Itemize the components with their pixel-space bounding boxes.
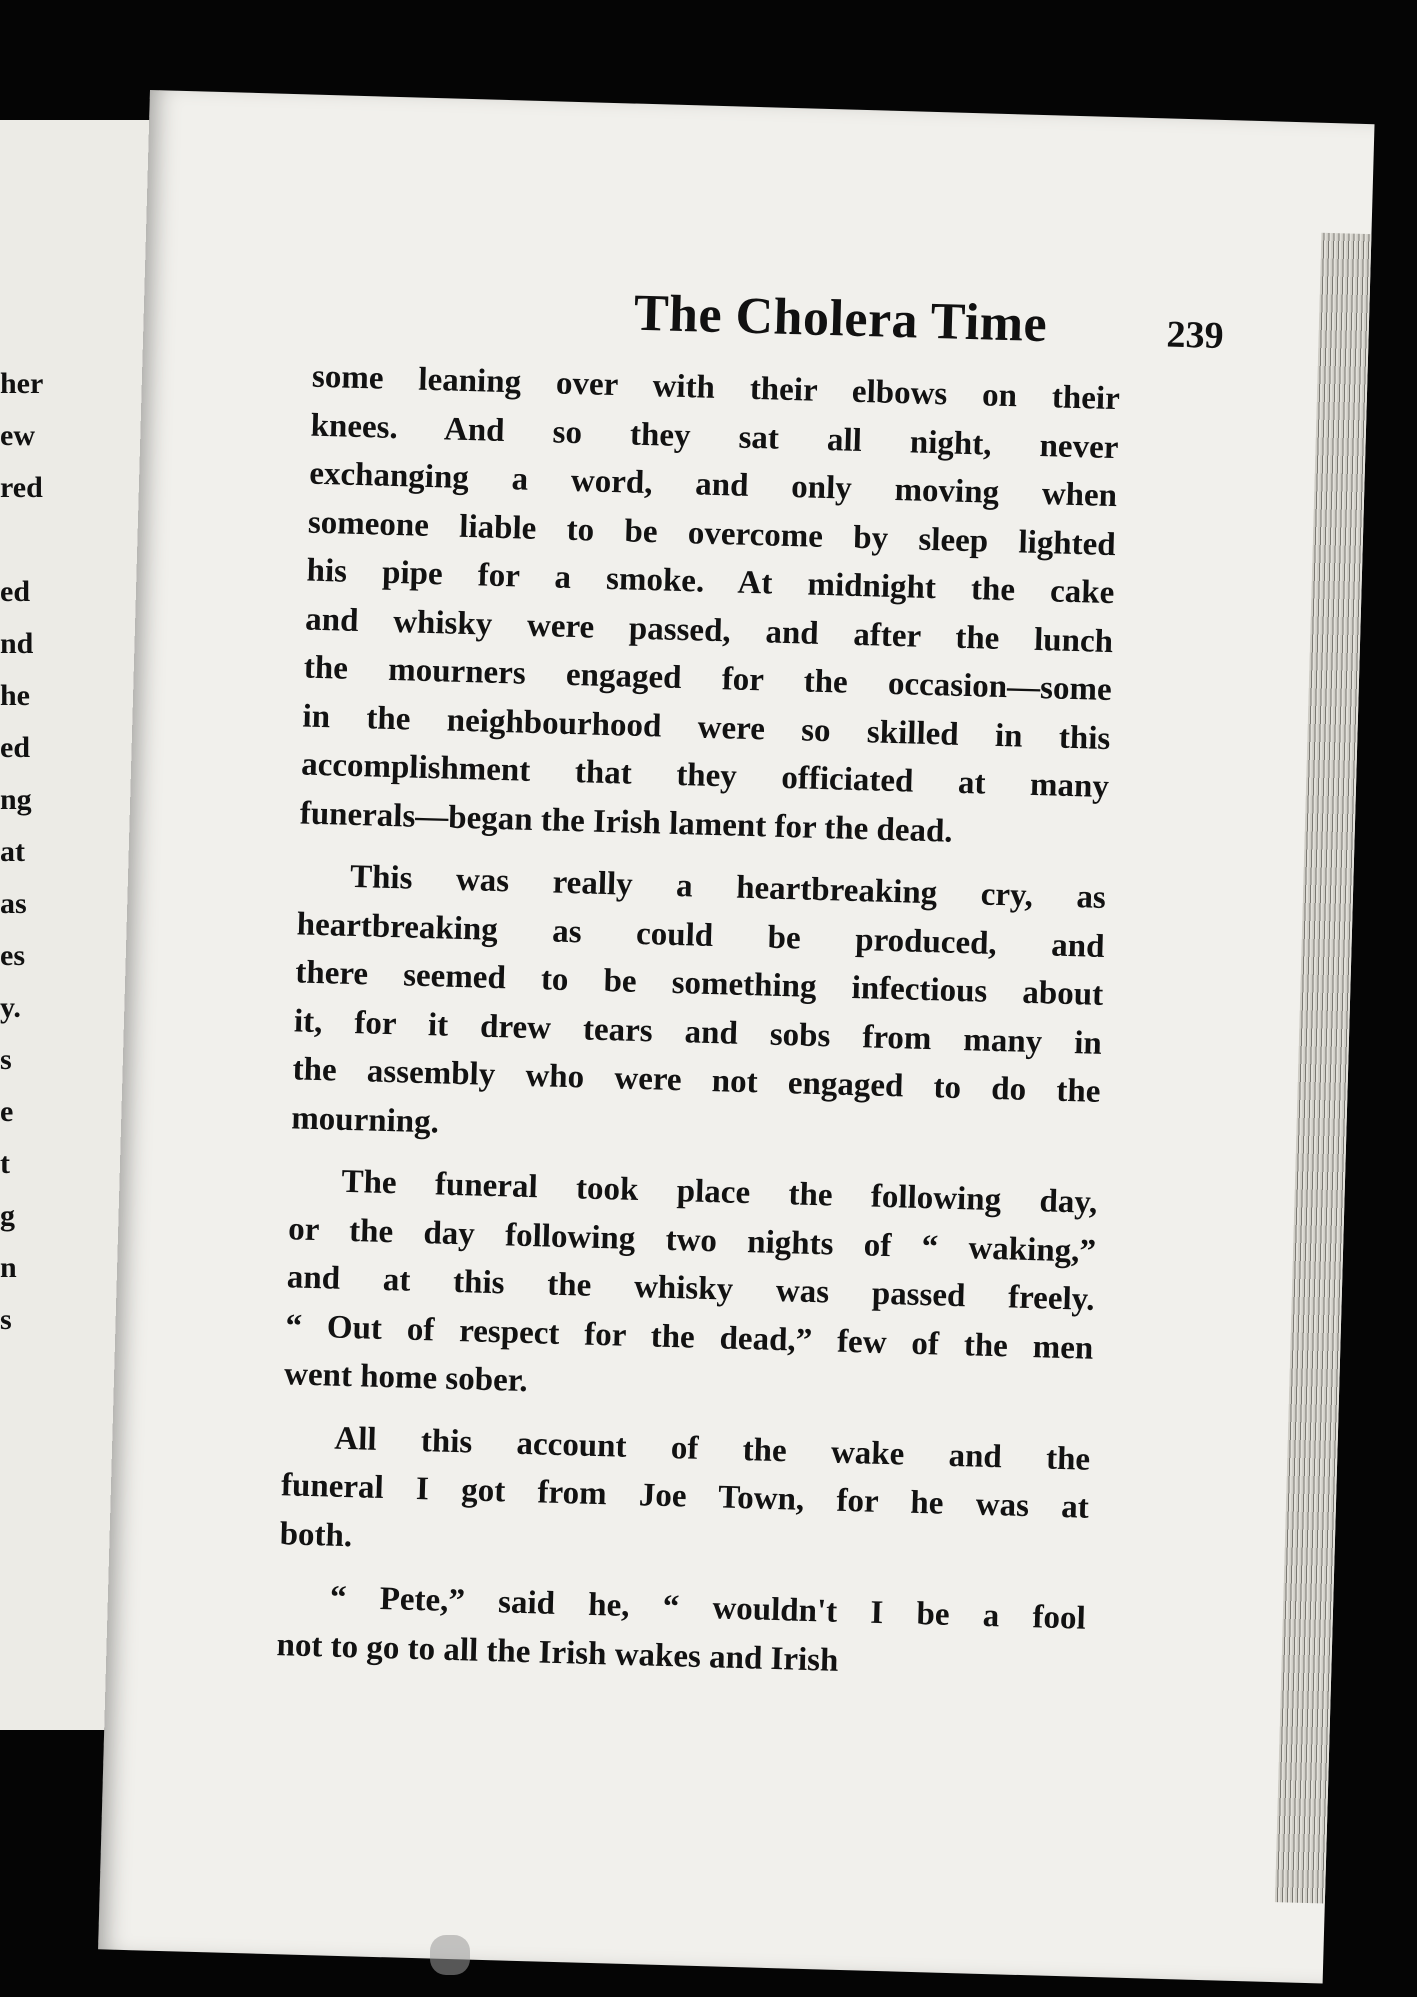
text-line: funeral I got from Joe Town, for he was at xyxy=(280,1467,1090,1526)
thumb-smudge xyxy=(430,1935,470,1975)
text-line: both. xyxy=(279,1515,353,1554)
left-fragment: red xyxy=(0,471,43,504)
left-fragment: he xyxy=(0,679,30,712)
left-fragment: y. xyxy=(0,991,21,1024)
left-fragment: her xyxy=(0,367,44,400)
running-header xyxy=(473,279,1235,370)
text-line: “ Pete,” said he, “ wouldn't I be a fool xyxy=(329,1579,1087,1637)
text-line: knees. And so they sat all night, never xyxy=(310,407,1119,466)
text-line: The funeral took place the following day, xyxy=(341,1163,1098,1221)
text-line: All this account of the wake and the xyxy=(333,1420,1091,1478)
text-line: there seemed to be something infectious about xyxy=(294,954,1104,1013)
text-line: someone liable to be overcome by sleep lighted xyxy=(307,504,1117,563)
paragraph xyxy=(284,1156,1098,1421)
text-line: exchanging a word, and only moving when xyxy=(308,455,1118,515)
right-page xyxy=(98,90,1374,1983)
paragraph xyxy=(299,353,1120,860)
paragraph xyxy=(291,851,1107,1164)
text-line: the assembly who were not engaged to do the xyxy=(292,1051,1101,1110)
text-line: the mourners engaged for the occasion—some xyxy=(303,649,1113,709)
text-line: mourning. xyxy=(290,1099,440,1140)
text-line: not to go to all the Irish wakes and Irish xyxy=(276,1626,839,1679)
text-line: heartbreaking as could be produced, and xyxy=(296,905,1105,965)
text-line: it, for it drew tears and sobs from many in xyxy=(293,1002,1103,1062)
left-fragment: as xyxy=(0,887,27,920)
left-fragment: e xyxy=(0,1095,14,1128)
text-line: and whisky were passed, and after the lunch xyxy=(304,601,1114,660)
left-fragment xyxy=(0,514,60,566)
left-fragment: nd xyxy=(0,627,34,660)
body-text xyxy=(276,353,1120,1692)
left-fragment: g xyxy=(0,1199,15,1232)
text-line: accomplishment that they officiated at many xyxy=(300,746,1110,806)
left-fragment: ng xyxy=(0,783,32,816)
text-line: in the neighbourhood were so skilled in this xyxy=(302,698,1111,757)
paragraph xyxy=(279,1413,1091,1581)
left-fragment: ed xyxy=(0,731,30,764)
text-line: “ Out of respect for the dead,” few of the men xyxy=(285,1307,1094,1367)
text-line: some leaning over with their elbows on their xyxy=(311,358,1121,418)
text-line: went home sober. xyxy=(283,1356,529,1400)
left-fragment: s xyxy=(0,1303,12,1336)
left-page-text-fragments xyxy=(0,358,60,1346)
left-fragment: s xyxy=(0,1043,12,1076)
text-line: funerals—began the Irish lament for the dead. xyxy=(299,794,954,850)
text-line: and at this the whisky was passed freely. xyxy=(286,1259,1096,1318)
left-fragment: t xyxy=(0,1147,10,1180)
text-line: or the day following two nights of “ waking,” xyxy=(287,1210,1097,1270)
text-line: This was really a heartbreaking cry, as xyxy=(349,858,1107,916)
page-edges xyxy=(1275,233,1372,1904)
left-fragment: at xyxy=(0,835,25,868)
text-line: his pipe for a smoke. At midnight the cake xyxy=(306,552,1115,612)
left-fragment: es xyxy=(0,939,25,972)
page-number: 239 xyxy=(1165,313,1225,358)
left-fragment: ed xyxy=(0,575,30,608)
left-fragment: n xyxy=(0,1251,17,1284)
paragraph xyxy=(276,1572,1086,1692)
left-fragment: ew xyxy=(0,419,35,452)
running-title: The Cholera Time xyxy=(633,284,1049,354)
